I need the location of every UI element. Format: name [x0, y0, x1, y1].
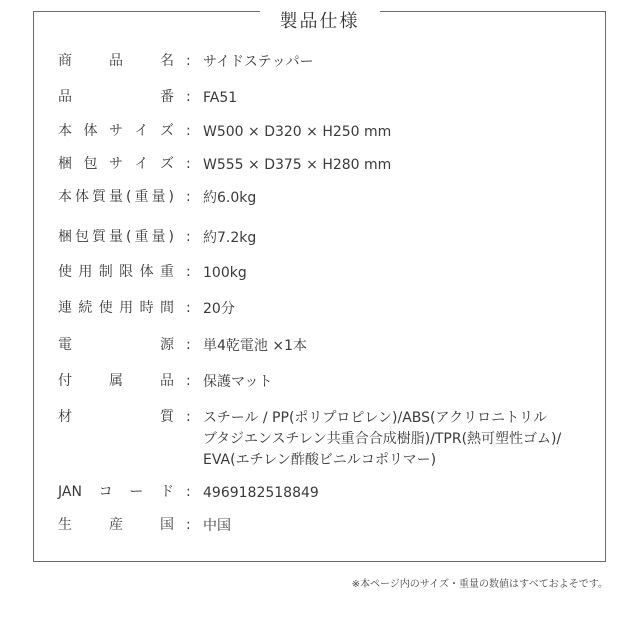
- spec-value: [203, 336, 613, 357]
- spec-label-char: (: [126, 229, 132, 245]
- spec-colon: :: [186, 264, 191, 280]
- spec-colon: :: [186, 89, 191, 105]
- spec-value-line: 20分: [203, 301, 235, 317]
- spec-label-char: 限: [119, 264, 134, 280]
- spec-label-char: 商: [58, 53, 72, 69]
- spec-label-char: 体: [83, 123, 98, 139]
- spec-value-line: 4969182518849: [203, 485, 319, 501]
- spec-colon: :: [186, 337, 191, 353]
- spec-label-char: 量: [151, 189, 166, 205]
- spec-label-char: 包: [83, 156, 98, 172]
- spec-value-line: FA51: [203, 90, 238, 106]
- spec-value: [203, 155, 613, 176]
- spec-label-char: 番: [160, 89, 174, 105]
- spec-label: [58, 228, 174, 247]
- spec-label-char: 包: [75, 229, 89, 245]
- spec-label: [58, 516, 174, 535]
- spec-label-char: 質: [92, 229, 106, 245]
- spec-label-char: 名: [160, 53, 174, 69]
- spec-label-char: 使: [58, 264, 72, 280]
- spec-label: [58, 372, 174, 391]
- spec-colon: :: [186, 123, 191, 139]
- spec-label-char: 付: [58, 373, 72, 389]
- spec-colon: :: [186, 373, 191, 389]
- spec-label-char: 体: [139, 264, 154, 280]
- spec-value: [203, 299, 613, 320]
- spec-value-line: ブタジエンスチレン共重合合成樹脂)/TPR(熱可塑性ゴム)/: [203, 431, 562, 447]
- spec-label-char: サ: [109, 156, 123, 172]
- spec-label-char: 品: [160, 373, 174, 389]
- spec-label: [58, 263, 174, 282]
- spec-label-char: ド: [160, 484, 174, 500]
- spec-label-char: 用: [78, 264, 93, 280]
- spec-label-char: 産: [109, 517, 123, 533]
- spec-label-char: 質: [160, 409, 174, 425]
- spec-label-char: 質: [92, 189, 106, 205]
- spec-label: [58, 336, 174, 355]
- spec-label-char: 連: [58, 300, 72, 316]
- spec-label-char: ): [168, 229, 174, 245]
- spec-value: [203, 228, 613, 249]
- spec-colon: :: [186, 517, 191, 533]
- spec-label-char: イ: [134, 123, 149, 139]
- spec-label-char: 梱: [58, 229, 72, 245]
- spec-label-char: 重: [134, 189, 149, 205]
- spec-value-line: W555 × D375 × H280 mm: [203, 157, 392, 173]
- spec-value: [203, 52, 613, 73]
- spec-colon: :: [186, 189, 191, 205]
- footnote: ※本ページ内のサイズ・重量の数値はすべておよそです。: [351, 579, 608, 590]
- spec-label-char: 生: [58, 517, 72, 533]
- spec-value: [203, 408, 613, 471]
- spec-colon: :: [186, 229, 191, 245]
- spec-value-line: 約7.2kg: [203, 230, 257, 246]
- spec-label-char: 本: [58, 189, 72, 205]
- spec-label-char: 体: [75, 189, 89, 205]
- spec-label-char: 属: [109, 373, 123, 389]
- spec-label: [58, 88, 174, 107]
- spec-value: [203, 483, 613, 504]
- spec-label: [58, 483, 174, 502]
- spec-label: [58, 299, 174, 318]
- spec-label-char: 国: [160, 517, 174, 533]
- spec-value: [203, 88, 613, 109]
- spec-label-char: サ: [109, 123, 123, 139]
- spec-label-char: 源: [160, 337, 174, 353]
- spec-label-char: 量: [109, 229, 123, 245]
- spec-label-char: 重: [134, 229, 149, 245]
- spec-label-char: ー: [129, 484, 144, 500]
- spec-label-char: 量: [151, 229, 166, 245]
- spec-label: [58, 122, 174, 141]
- spec-label-char: JAN: [58, 484, 82, 500]
- spec-value-line: 保護マット: [203, 374, 273, 390]
- spec-label-char: 梱: [58, 156, 72, 172]
- spec-value-line: EVA(エチレン酢酸ビニルコポリマー): [203, 452, 437, 468]
- spec-colon: :: [186, 53, 191, 69]
- spec-label: [58, 188, 174, 207]
- spec-label-char: ズ: [160, 123, 174, 139]
- spec-title-wrap: [34, 10, 605, 34]
- spec-label-char: ズ: [160, 156, 174, 172]
- spec-label-char: 量: [109, 189, 123, 205]
- spec-value: [203, 516, 613, 537]
- spec-title: 製品仕様: [260, 10, 380, 34]
- spec-value-line: 中国: [203, 518, 231, 534]
- spec-label-char: 間: [159, 300, 174, 316]
- spec-value: [203, 188, 613, 209]
- spec-value-line: 100kg: [203, 265, 247, 281]
- spec-label-char: 時: [139, 300, 154, 316]
- spec-label-char: 電: [58, 337, 72, 353]
- spec-value: [203, 372, 613, 393]
- spec-value: [203, 122, 613, 143]
- spec-label-char: 重: [159, 264, 174, 280]
- spec-label-char: 続: [78, 300, 93, 316]
- spec-label: [58, 155, 174, 174]
- spec-label-char: 使: [98, 300, 113, 316]
- spec-value-line: 約6.0kg: [203, 190, 257, 206]
- spec-label-char: (: [126, 189, 132, 205]
- spec-label-char: 品: [109, 53, 123, 69]
- spec-label: [58, 408, 174, 427]
- spec-label-char: 品: [58, 89, 72, 105]
- spec-label-char: ): [168, 189, 174, 205]
- spec-colon: :: [186, 156, 191, 172]
- spec-colon: :: [186, 300, 191, 316]
- spec-label-char: 制: [98, 264, 113, 280]
- spec-label-char: 本: [58, 123, 72, 139]
- spec-value: [203, 263, 613, 284]
- spec-label: [58, 52, 174, 71]
- spec-value-line: 単4乾電池 ×1本: [203, 338, 307, 354]
- spec-label-char: イ: [134, 156, 149, 172]
- spec-label-char: 用: [119, 300, 134, 316]
- spec-value-line: サイドステッパー: [203, 54, 314, 70]
- spec-label-char: 材: [58, 409, 72, 425]
- spec-colon: :: [186, 409, 191, 425]
- spec-colon: :: [186, 484, 191, 500]
- spec-label-char: コ: [98, 484, 113, 500]
- spec-value-line: スチール / PP(ポリプロピレン)/ABS(アクリロニトリル: [203, 410, 548, 426]
- spec-value-line: W500 × D320 × H250 mm: [203, 124, 392, 140]
